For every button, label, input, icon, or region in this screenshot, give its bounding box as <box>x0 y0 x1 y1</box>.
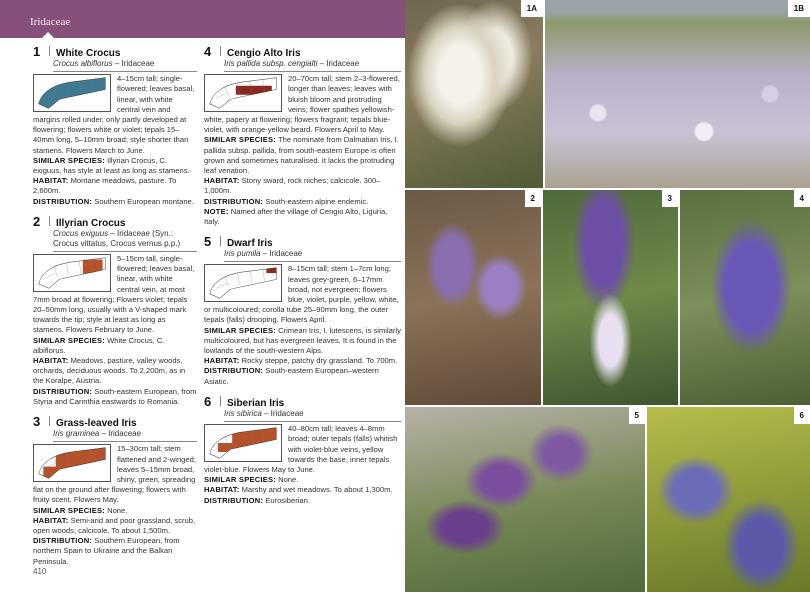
similar-label: SIMILAR SPECIES: <box>33 505 105 515</box>
distribution-map <box>33 74 111 112</box>
distribution-map <box>204 264 282 302</box>
common-name: White Crocus <box>56 48 121 59</box>
entry-heading <box>204 46 401 59</box>
entry-number: 2 <box>33 213 41 229</box>
scientific-name <box>224 59 401 69</box>
divider <box>220 396 221 406</box>
entry-number: 1 <box>33 44 41 59</box>
entries-column-right <box>204 46 401 506</box>
photo-label: 6 <box>794 407 810 424</box>
species-entry <box>204 46 401 227</box>
divider <box>49 216 50 226</box>
family-suffix: – Iridaceae <box>317 59 360 69</box>
photo-1a <box>405 0 543 188</box>
photo-5 <box>405 407 645 592</box>
species-entry <box>33 213 197 407</box>
common-name: Dwarf Iris <box>227 238 273 250</box>
habitat-label: HABITAT: <box>33 515 69 525</box>
distribution: South-eastern European–western Asiatic. <box>204 366 379 386</box>
family-title: Iridaceae <box>30 16 71 28</box>
similar-label: SIMILAR SPECIES: <box>204 135 276 145</box>
distribution: Southern European montane. <box>92 196 194 206</box>
distribution-label: DISTRIBUTION: <box>33 536 93 546</box>
species-entry <box>204 393 401 506</box>
entry-body <box>204 424 401 506</box>
divider <box>220 236 221 246</box>
divider <box>49 416 50 426</box>
family-header-band <box>0 0 405 38</box>
latin-name: Crocus exiguus <box>53 229 109 239</box>
family-suffix: – Iridaceae <box>261 409 304 419</box>
distribution: South-eastern European, from Styria and Carinthia eastwards to Romania. <box>33 386 197 406</box>
species-entry <box>33 416 197 567</box>
rule <box>224 421 401 422</box>
entry-heading <box>33 213 197 229</box>
common-name: Siberian Iris <box>227 397 285 409</box>
distribution: South-eastern alpine endemic. <box>263 196 369 206</box>
rule <box>224 71 401 72</box>
photo-1b <box>545 0 810 188</box>
similar-label: SIMILAR SPECIES: <box>204 475 276 485</box>
description: 8–15cm tall; stem 1–7cm long; leaves grey-green, 6–17mm broad, not evergreen; flowers blue, violet, purple, yellow, white, or multicoloured; corolla tube 25–90mm long, the outer tepals (falls) drooping. Flowers April. <box>204 264 399 325</box>
entry-body <box>204 264 401 386</box>
habitat: Semi-arid and poor grassland, scrub, open woods; calcicole. To about 1,500m. <box>33 515 196 535</box>
entry-body <box>33 74 197 207</box>
scientific-name <box>53 429 197 439</box>
distribution-label: DISTRIBUTION: <box>204 196 264 206</box>
photo-2 <box>405 190 541 405</box>
similar-species: None. <box>104 505 128 515</box>
habitat: Montane meadows, pasture. To 2,600m. <box>33 176 177 196</box>
rule <box>53 251 197 252</box>
common-name: Illyrian Crocus <box>56 217 126 229</box>
description: 4–15cm tall; single-flowered; leaves basal, linear, with white central vein and margins rolled under, only partly developed at flowering; flowers white or violet; tepals 15–40mm long, 5–10mm broad; style shorter than stamens. Flowers March to June. <box>33 74 195 155</box>
entry-heading <box>204 236 401 249</box>
similar-species: White Crocus, C. albiflorus. <box>33 335 165 355</box>
similar-label: SIMILAR SPECIES: <box>204 325 276 335</box>
scientific-name <box>53 59 197 69</box>
photo-label: 2 <box>525 190 541 207</box>
entry-body <box>33 444 197 566</box>
photo-label: 3 <box>662 190 678 207</box>
description: 40–80cm tall; leaves 4–8mm broad; outer tepals (falls) whitish with violet-blue veins, yellow towards the base, inner tepals violet-blue. Flowers May to June. <box>204 424 398 474</box>
similar-species: The nominate from Dalmatian Iris, I. pallida subsp. pallida, from south-eastern Europe is often grown and sometimes naturalised. It lacks the protruding leaf venation. <box>204 135 399 176</box>
entry-number: 5 <box>204 234 212 250</box>
family-suffix: – Iridaceae <box>112 59 155 69</box>
entry-body <box>204 74 401 227</box>
note-label: NOTE: <box>204 206 229 216</box>
scientific-name <box>224 249 401 259</box>
distribution-map <box>33 444 111 482</box>
photo-label: 4 <box>794 190 810 207</box>
page-number: 410 <box>33 567 47 576</box>
entry-number: 3 <box>33 414 41 430</box>
distribution-map <box>33 254 111 292</box>
entry-heading <box>204 393 401 409</box>
family-suffix: – Iridaceae (Syn.: Crocus vittatus, Crocus vernus p.p.) <box>53 229 181 249</box>
distribution-label: DISTRIBUTION: <box>33 386 93 396</box>
habitat: Stony sward, rock niches; calcicole. 300–1,000m. <box>204 176 381 196</box>
scientific-name <box>224 409 401 419</box>
habitat-label: HABITAT: <box>204 485 240 495</box>
habitat-label: HABITAT: <box>204 176 240 186</box>
similar-label: SIMILAR SPECIES: <box>33 335 105 345</box>
note: Named after the village of Cengio Alto, Liguria, Italy. <box>204 206 388 227</box>
distribution-label: DISTRIBUTION: <box>204 366 264 376</box>
habitat-label: HABITAT: <box>204 356 240 366</box>
distribution-label: DISTRIBUTION: <box>204 495 264 505</box>
family-suffix: – Iridaceae <box>260 249 303 259</box>
photo-label: 1A <box>521 0 543 17</box>
header-notch <box>42 32 54 38</box>
species-entry <box>204 236 401 387</box>
entry-body <box>33 254 197 407</box>
scientific-name <box>53 229 197 249</box>
photo-6 <box>647 407 810 592</box>
entry-number: 6 <box>204 393 212 409</box>
entry-heading <box>33 416 197 429</box>
divider <box>49 46 50 56</box>
latin-name: Crocus albiflorus <box>53 59 113 69</box>
description: 20–70cm tall; stem 2–3-flowered, longer than leaves; leaves with bluish bloom and protruding veins; flower spathes yellowish-white, papery at flowering; flowers fragrant; tepals blue-violet, with orange-yellow beard. Flowers April to May. <box>204 74 400 135</box>
habitat-label: HABITAT: <box>33 176 69 186</box>
entry-number: 4 <box>204 44 212 59</box>
similar-species: None. <box>275 475 299 485</box>
photo-label: 1B <box>788 0 810 17</box>
common-name: Grass-leaved Iris <box>56 418 137 430</box>
photo-label: 5 <box>629 407 645 424</box>
photo-3 <box>543 190 678 405</box>
description: 5–15cm tall, single-flowered; leaves basal, linear, with white central vein, at most 7mm broad at flowering; Flowers violet; tepals 20–50mm long, usually with a V-shaped mark towards the tip; style at least as long as stamens. Flowers February to June. <box>33 254 195 335</box>
distribution-label: DISTRIBUTION: <box>33 196 93 206</box>
latin-name: Iris graminea <box>53 429 100 439</box>
distribution-map <box>204 424 282 462</box>
entries-column-left <box>33 46 197 567</box>
similar-species: Illyrian Crocus, C. exiguus, has style at least as long as stamens. <box>33 155 190 176</box>
habitat: Meadows, pasture, valley woods, orchards, deciduous woods. To 2,200m, as in the Koralpe, Austria. <box>33 356 186 386</box>
photo-4 <box>680 190 810 405</box>
habitat-label: HABITAT: <box>33 356 69 366</box>
latin-name: Iris sibirica <box>224 409 262 419</box>
common-name: Cengio Alto Iris <box>227 48 301 59</box>
divider <box>220 46 221 56</box>
similar-label: SIMILAR SPECIES: <box>33 155 105 165</box>
habitat: Rocky steppe, patchy dry grassland. To 700m. <box>239 356 398 366</box>
habitat: Marshy and wet meadows. To about 1,300m. <box>239 485 393 495</box>
entry-heading <box>33 46 197 59</box>
distribution: Southern European, from northern Spain to Ukraine and the Balkan Peninsula. <box>33 536 180 566</box>
species-entry <box>33 46 197 207</box>
rule <box>224 261 401 262</box>
distribution-map <box>204 74 282 112</box>
description: 15–30cm tall; stem flattened and 2-winged; leaves 5–15mm broad, shiny, green, spreading flat on the ground after flowering; flowers with fruity scent. Flowers May. <box>33 444 196 505</box>
latin-name: Iris pumila <box>224 249 261 259</box>
similar-species: Crimean Iris, I. lutescens, is similarly multicoloured, but has evergreen leaves. It is found in the lowlands of the south-western Alps. <box>204 325 401 356</box>
rule <box>53 71 197 72</box>
family-suffix: – Iridaceae <box>99 429 142 439</box>
rule <box>53 441 197 442</box>
distribution: Eurosiberian. <box>263 495 310 505</box>
latin-name: Iris pallida subsp. cengialti <box>224 59 318 69</box>
